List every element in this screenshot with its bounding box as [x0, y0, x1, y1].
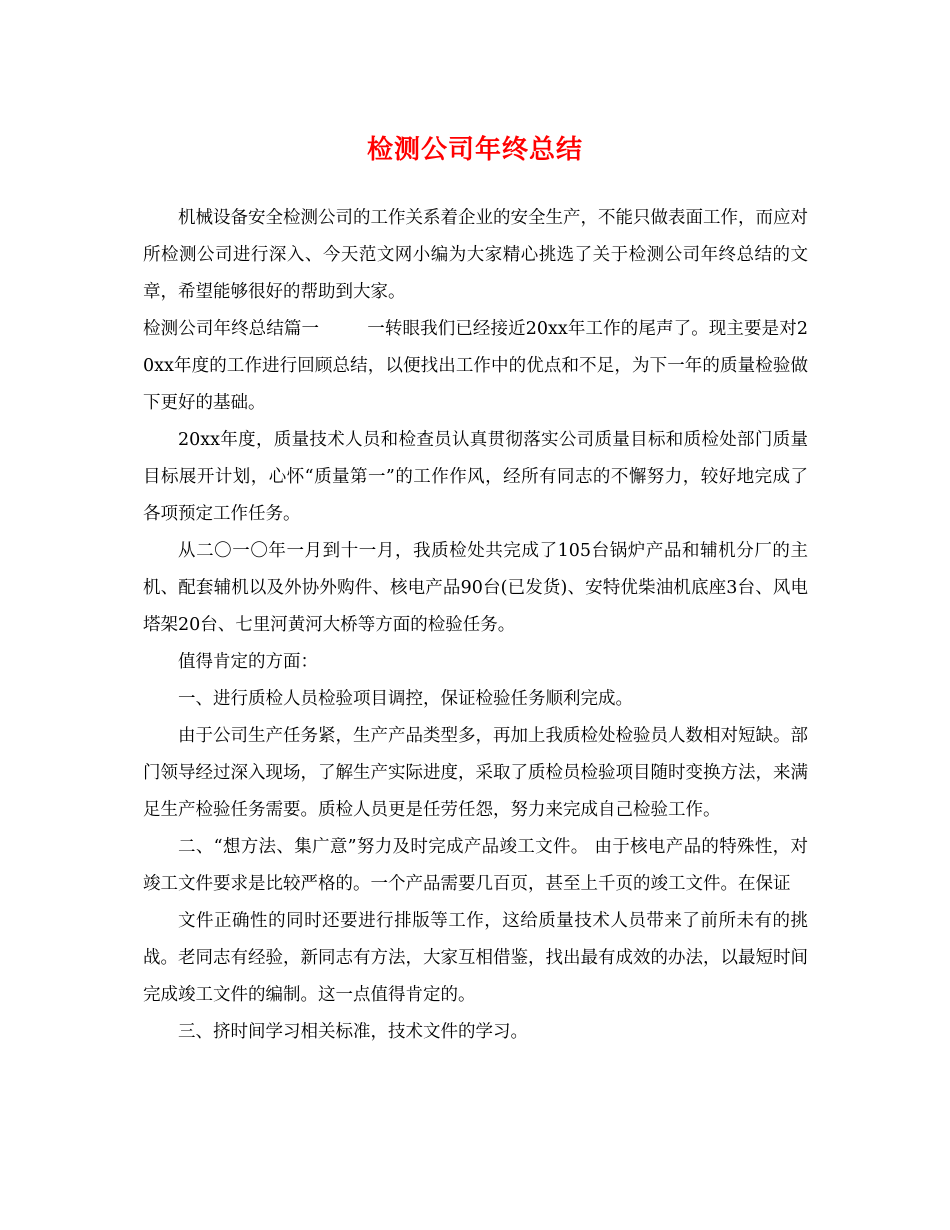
paragraph-point-three: 三、挤时间学习相关标准，技术文件的学习。 — [178, 1022, 528, 1042]
section-heading-label: 检测公司年终总结篇一 — [143, 319, 320, 339]
document-body — [143, 200, 808, 1051]
paragraph-point-two: 二、“想方法、集广意”努力及时完成产品竣工文件。 由于核电产品的特殊性，对竣工文件要求是比较严格的。一个产品需要几百页，甚至上千页的竣工文件。在保证 — [143, 837, 808, 894]
paragraph-point-one-detail: 由于公司生产任务紧，生产产品类型多，再加上我质检处检验员人数相对短缺。部门领导经过深入现场，了解生产实际进度，采取了质检员检验项目随时变换方法，来满足生产检验任务需要。质检人员更是任劳任怨，努力来完成自己检验工作。 — [143, 726, 808, 820]
paragraph-section-heading — [143, 311, 808, 422]
paragraph-point-one: 一、进行质检人员检验项目调控，保证检验任务顺利完成。 — [178, 689, 633, 709]
paragraph-point-two-detail: 文件正确性的同时还要进行排版等工作，这给质量技术人员带来了前所未有的挑战。老同志有经验，新同志有方法，大家互相借鉴，找出最有成效的办法，以最短时间完成竣工文件的编制。这一点值得肯定的。 — [143, 911, 808, 1005]
paragraph-inspection-tasks: 从二〇一〇年一月到十一月，我质检处共完成了105台锅炉产品和辅机分厂的主机、配套辅机以及外协外购件、核电产品90台(已发货)、安特优柴油机底座3台、风电塔架20台、七里河黄河大桥等方面的检验任务。 — [143, 541, 808, 635]
paragraph-intro: 机械设备安全检测公司的工作关系着企业的安全生产，不能只做表面工作，而应对所检测公司进行深入、今天范文网小编为大家精心挑选了关于检测公司年终总结的文章，希望能够很好的帮助到大家。 — [143, 208, 808, 302]
paragraph-affirmed-aspects: 值得肯定的方面： — [178, 652, 318, 672]
section-opening-text: 一转眼我们已经接近20xx年工作的尾声了。现主要是对20xx年度的工作进行回顾总结，以便找出工作中的优点和不足，为下一年的质量检验做下更好的基础。 — [143, 319, 809, 413]
document-title: 检测公司年终总结 — [366, 135, 583, 165]
paragraph-annual-overview: 20xx年度，质量技术人员和检查员认真贯彻落实公司质量目标和质检处部门质量目标展开计划，心怀“质量第一”的工作作风，经所有同志的不懈努力，较好地完成了各项预定工作任务。 — [143, 430, 808, 524]
